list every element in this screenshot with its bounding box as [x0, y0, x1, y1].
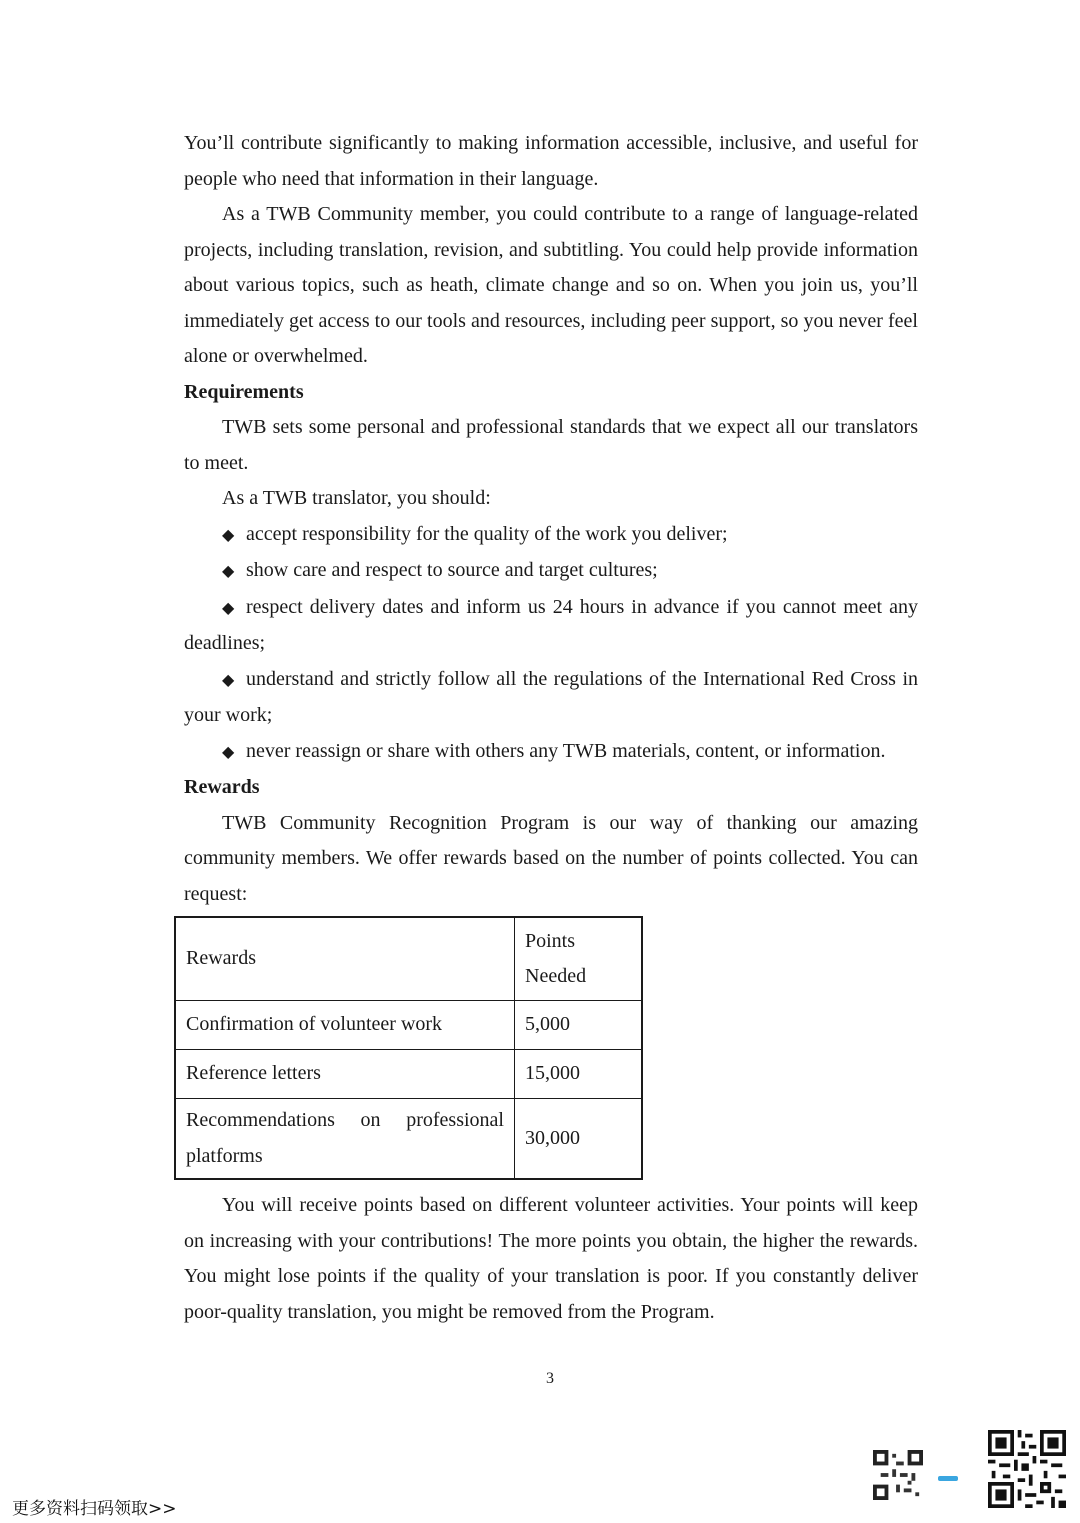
points-cell: 5,000 — [515, 1001, 643, 1050]
bullet-text: understand and strictly follow all the regulations of the International Red Cross in your work; — [184, 667, 918, 726]
diamond-bullet-icon: ◆ — [222, 563, 235, 580]
diamond-bullet-icon: ◆ — [222, 526, 235, 544]
rewards-heading: Rewards — [184, 776, 260, 798]
paragraph-points: You will receive points based on different volunteer activities. Your points will keep on increasing with your contributions! The more points you obtain, the higher the rewards. You might lose points if the quality of your translation is poor. If you constantly deliver poor-quality translation, you might be removed from the Program. — [184, 1194, 918, 1323]
qr-code-small-icon — [872, 1450, 924, 1500]
paragraph-recognition: TWB Community Recognition Program is our way of thanking our amazing community members. We offer rewards based on the number of points collected. You can request: — [184, 811, 918, 905]
table-header-row — [175, 917, 642, 1001]
rewards-table — [174, 916, 643, 1180]
diamond-bullet-icon: ◆ — [222, 671, 235, 689]
qr-code-icon — [988, 1430, 1066, 1508]
diamond-bullet-icon: ◆ — [222, 743, 235, 761]
requirements-heading: Requirements — [184, 380, 304, 403]
points-cell: 15,000 — [515, 1050, 643, 1099]
dash-mark — [938, 1476, 958, 1481]
footer-scan-text: 更多资料扫码领取>> — [12, 1499, 177, 1519]
points-cell: 30,000 — [515, 1099, 643, 1180]
header-cell-rewards: Rewards — [175, 917, 515, 1001]
paragraph-intro: You’ll contribute significantly to making information accessible, inclusive, and useful for people who need that information in their language. — [184, 132, 918, 190]
reward-cell: Confirmation of volunteer work — [175, 1001, 515, 1050]
bullet-text: never reassign or share with others any TWB materials, content, or information. — [246, 739, 886, 762]
bullet-text: respect delivery dates and inform us 24 hours in advance if you cannot meet any deadlines; — [184, 595, 918, 654]
bullet-item — [184, 553, 918, 590]
bullet-item — [184, 590, 918, 662]
diamond-bullet-icon: ◆ — [222, 599, 235, 617]
paragraph-translator-should: As a TWB translator, you should: — [222, 487, 491, 509]
document-page — [184, 126, 918, 1330]
bullet-text: accept responsibility for the quality of the work you deliver; — [246, 522, 728, 545]
bullet-item — [184, 734, 918, 771]
reward-cell: Reference letters — [175, 1050, 515, 1099]
bullet-item — [184, 662, 918, 734]
table-row — [175, 1099, 642, 1180]
header-cell-points: Points Needed — [515, 917, 643, 1001]
bullet-text: show care and respect to source and target cultures; — [246, 559, 658, 581]
table-row — [175, 1050, 642, 1099]
bullet-item — [184, 517, 918, 554]
page-number: 3 — [546, 1370, 554, 1387]
paragraph-standards: TWB sets some personal and professional standards that we expect all our translators to meet. — [184, 416, 918, 474]
table-row — [175, 1001, 642, 1050]
paragraph-community: As a TWB Community member, you could contribute to a range of language-related projects, including translation, revision, and subtitling. You could help provide information about various topics, such as heath, climate change and so on. When you join us, you’ll immediately get access to our tools and resources, including peer support, so you never feel alone or overwhelmed. — [184, 203, 918, 367]
reward-cell: Recommendations on professional platforms — [175, 1099, 515, 1180]
